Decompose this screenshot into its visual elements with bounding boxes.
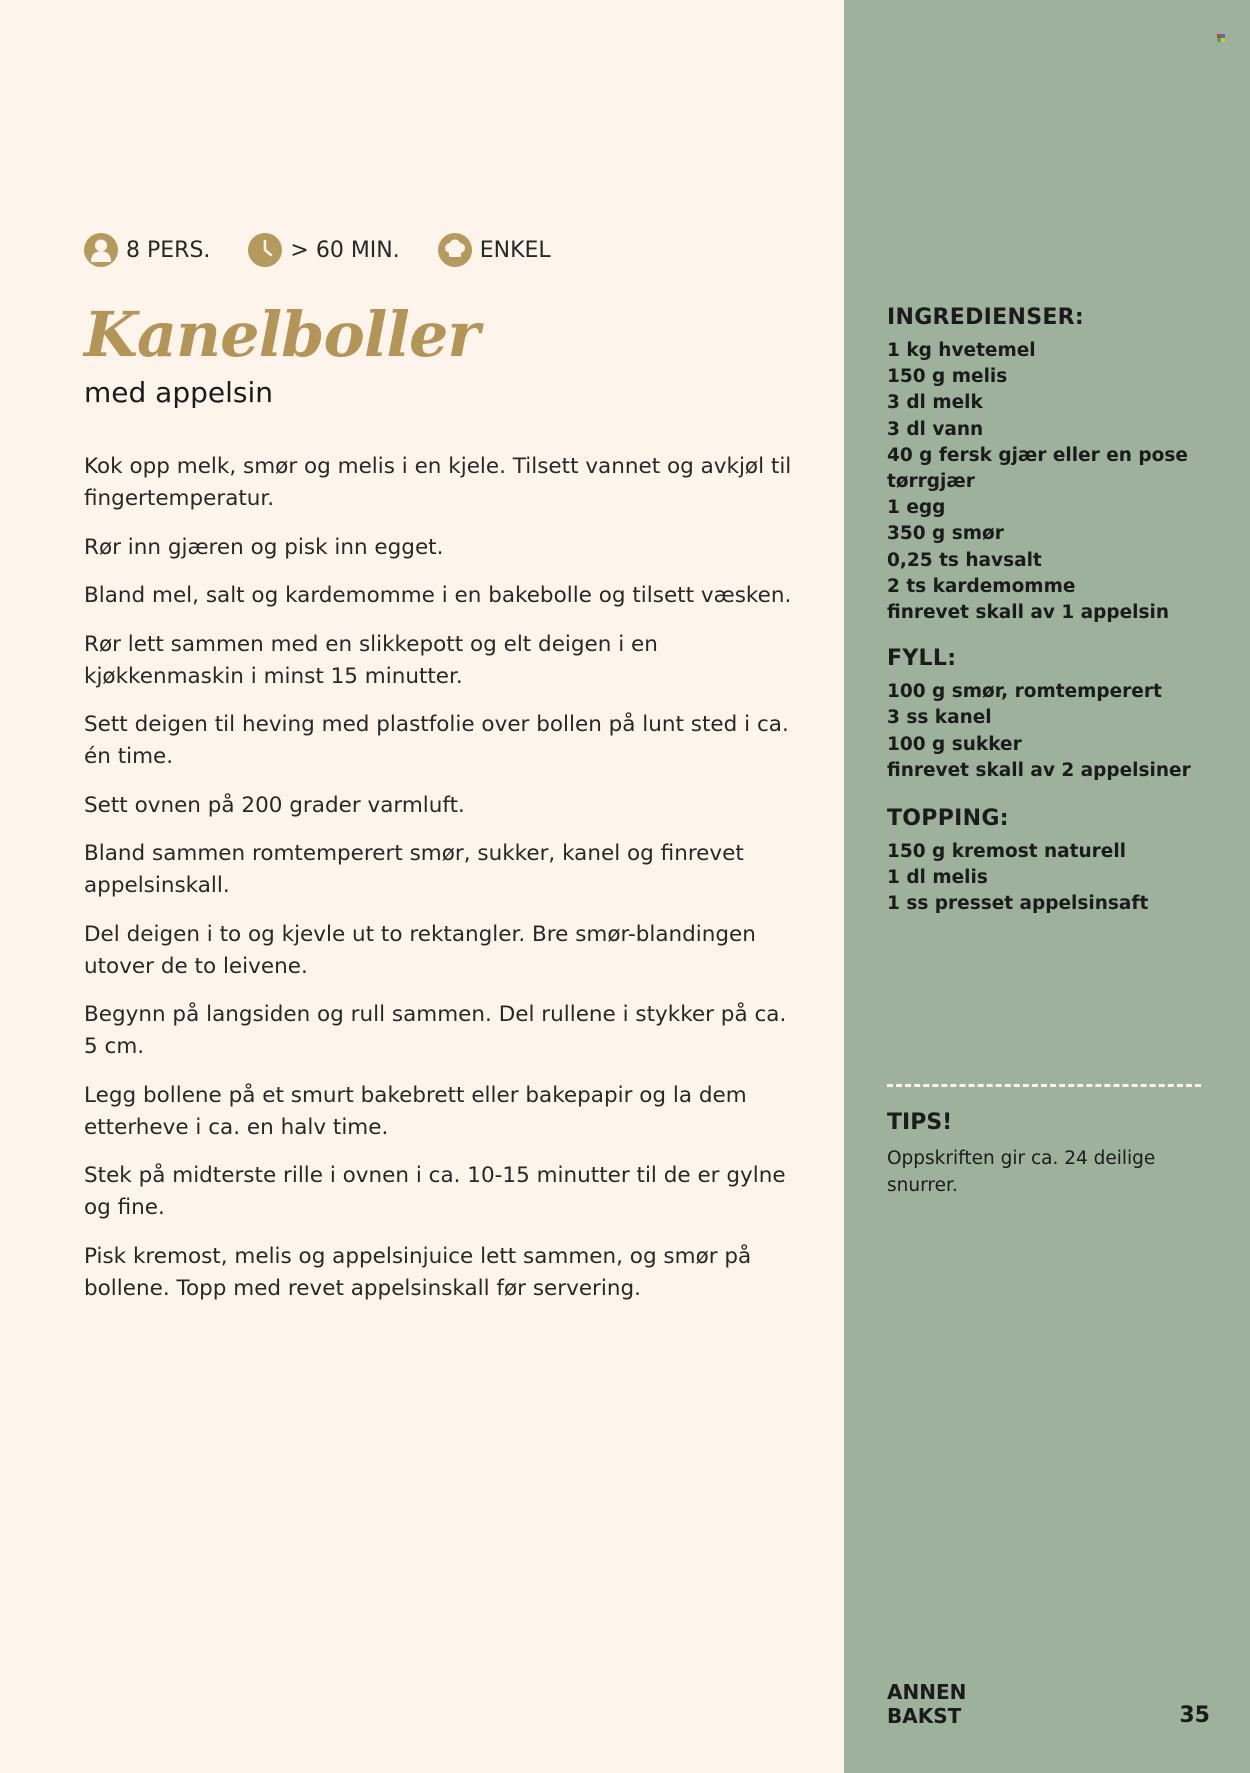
filling-item: finrevet skall av 2 appelsiner [887, 759, 1191, 781]
difficulty-info [438, 233, 551, 267]
ingredient-item: finrevet skall av 1 appelsin [887, 602, 1170, 624]
filling-item: 100 g smør, romtemperert [887, 681, 1162, 703]
recipe-step: Bland sammen romtemperert smør, sukker, kanel og finrevet appelsinskall. [84, 841, 744, 898]
filling-item: 100 g sukker [887, 733, 1022, 755]
dashed-divider [887, 1084, 1201, 1087]
chef-hat-icon [438, 233, 472, 267]
ingredients-list [887, 305, 1227, 918]
recipe-steps [84, 451, 794, 1321]
recipe-step: Kok opp melk, smør og melis i en kjele. Tilsett vannet og avkjøl til fingertemperatur. [84, 454, 792, 511]
recipe-subtitle: med appelsin [84, 376, 273, 409]
tips-box [887, 1110, 1197, 1199]
clock-icon [248, 233, 282, 267]
section-label-line2: BAKST [887, 1704, 962, 1728]
ingredient-item: 1 kg hvetemel [887, 340, 1036, 361]
ingredient-item: 0,25 ts havsalt [887, 549, 1042, 571]
person-icon [84, 233, 118, 267]
section-label [887, 1680, 1037, 1728]
color-registration-mark [1217, 34, 1225, 42]
ingredient-item: 3 dl melk [887, 392, 983, 414]
tips-text: Oppskriften gir ca. 24 deilige snurrer. [887, 1148, 1156, 1196]
servings-info [84, 233, 210, 267]
recipe-step: Del deigen i to og kjevle ut to rektangler. Bre smør-blandingen utover de to leivene. [84, 921, 756, 979]
ingredient-item: tørrgjær [887, 471, 975, 493]
topping-item: 1 ss presset appelsinsaft [887, 893, 1149, 915]
filling-item: 3 ss kanel [887, 707, 992, 729]
ingredient-item: 40 g fersk gjær eller en pose [887, 444, 1188, 466]
time-info [248, 233, 399, 267]
filling-heading: FYLL: [887, 646, 957, 672]
recipe-step: Pisk kremost, melis og appelsinjuice lett sammen, og smør på bollene. Topp med revet appelsinskall før servering. [84, 1243, 752, 1301]
recipe-step: Legg bollene på et smurt bakebrett eller bakepapir og la dem etterheve i ca. en halv time. [84, 1082, 747, 1140]
ingredient-item: 3 dl vann [887, 418, 984, 440]
recipe-step: Begynn på langsiden og rull sammen. Del rullene i stykker på ca. 5 cm. [84, 1002, 787, 1059]
section-label-line1: ANNEN [887, 1680, 967, 1704]
page-number: 35 [1179, 1703, 1210, 1728]
recipe-step: Sett ovnen på 200 grader varmluft. [84, 792, 465, 818]
topping-item: 150 g kremost naturell [887, 841, 1127, 863]
time-label: > 60 MIN. [290, 237, 400, 263]
tips-heading: TIPS! [887, 1110, 953, 1135]
filling-section [887, 646, 1227, 784]
recipe-step: Sett deigen til heving med plastfolie over bollen på lunt sted i ca. én time. [84, 712, 789, 769]
recipe-step: Stek på midterste rille i ovnen i ca. 10-15 minutter til de er gylne og fine. [84, 1163, 786, 1220]
recipe-step: Rør lett sammen med en slikkepott og elt deigen i en kjøkkenmaskin i minst 15 minutter. [84, 631, 658, 689]
topping-heading: TOPPING: [887, 806, 1009, 832]
ingredient-item: 2 ts kardemomme [887, 575, 1076, 597]
topping-section [887, 806, 1227, 918]
difficulty-label: ENKEL [479, 237, 551, 263]
ingredient-item: 350 g smør [887, 523, 1004, 545]
recipe-step: Bland mel, salt og kardemomme i en bakebolle og tilsett væsken. [84, 583, 792, 608]
topping-item: 1 dl melis [887, 867, 988, 889]
ingredient-item: 150 g melis [887, 366, 1008, 388]
ingredient-item: 1 egg [887, 497, 946, 519]
servings-label: 8 PERS. [126, 237, 211, 263]
recipe-title: Kanelboller [84, 298, 480, 371]
recipe-step: Rør inn gjæren og pisk inn egget. [84, 534, 444, 560]
recipe-meta-bar [84, 230, 551, 270]
ingredients-heading: INGREDIENSER: [887, 305, 1085, 330]
